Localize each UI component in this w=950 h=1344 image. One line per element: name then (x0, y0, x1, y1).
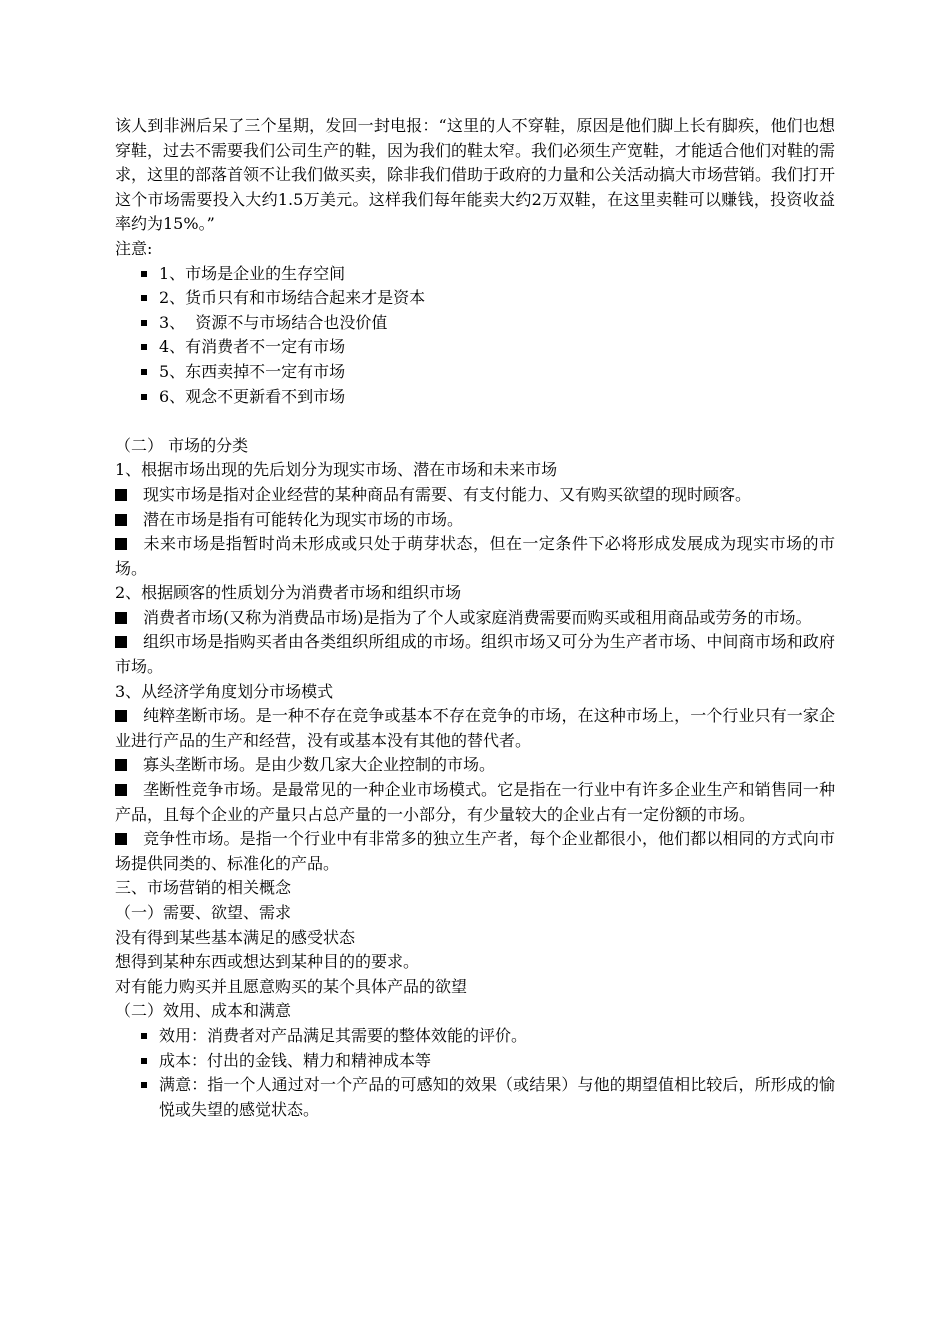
bullet-icon (141, 271, 147, 277)
concepts-list (115, 1024, 835, 1122)
bullet-icon (141, 295, 147, 301)
definition-line: 想得到某种东西或想达到某种目的的要求。 (115, 952, 420, 972)
square-bullet-icon (115, 710, 127, 722)
bullet-icon (141, 320, 147, 326)
subsection-2-title: （二）效用、成本和满意 (115, 1001, 292, 1021)
bullet-icon (141, 1058, 147, 1064)
bullet-icon (141, 344, 147, 350)
section-heading-classification: （二） 市场的分类 (115, 435, 249, 455)
definition-line: 没有得到某些基本满足的感受状态 (115, 927, 356, 947)
intro-paragraph: 该人到非洲后呆了三个星期，发回一封电报：“这里的人不穿鞋，原因是他们脚上长有脚疾，他们也想穿鞋，过去不需要我们公司生产的鞋，因为我们的鞋太窄。我们必须生产宽鞋，才能适合他们对鞋的需求，这里的部落首领不让我们做买卖，除非我们借助于政府的力量和公关活动搞大市场营销。我们打开这个市场需要投入大约1.5万美元。这样我们每年能卖大约2万双鞋，在这里卖鞋可以赚钱，投资收益率约为15%。” (115, 116, 836, 234)
classification-1-title: 1、根据市场出现的先后划分为现实市场、潜在市场和未来市场 (115, 460, 558, 480)
classification-item: 组织市场是指购买者由各类组织所组成的市场。组织市场又可分为生产者市场、中间商市场和政府市场。 (115, 632, 835, 677)
list-item: 满意：指一个人通过对一个产品的可感知的效果（或结果）与他的期望值相比较后，所形成的愉悦或失望的感觉状态。 (115, 1073, 835, 1122)
square-bullet-icon (115, 759, 127, 771)
classification-item: 消费者市场(又称为消费品市场)是指为了个人或家庭消费需要而购买或租用商品或劳务的市场。 (115, 606, 835, 631)
definition-line: 对有能力购买并且愿意购买的某个具体产品的欲望 (115, 976, 468, 996)
document-page (115, 114, 835, 1122)
classification-item: 现实市场是指对企业经营的某种商品有需要、有支付能力、又有购买欲望的现时顾客。 (115, 483, 835, 508)
square-bullet-icon (115, 784, 127, 796)
classification-item: 竞争性市场。是指一个行业中有非常多的独立生产者，每个企业都很小，他们都以相同的方式向市场提供同类的、标准化的产品。 (115, 829, 835, 873)
list-item: 效用：消费者对产品满足其需要的整体效能的评价。 (115, 1024, 835, 1049)
list-item: 6、观念不更新看不到市场 (115, 385, 835, 410)
square-bullet-icon (115, 489, 127, 501)
classification-item: 垄断性竞争市场。是最常见的一种企业市场模式。它是指在一行业中有许多企业生产和销售同一种产品，且每个企业的产量只占总产量的一小部分，有少量较大的企业占有一定份额的市场。 (115, 780, 835, 824)
classification-item: 未来市场是指暂时尚未形成或只处于萌芽状态，但在一定条件下必将形成发展成为现实市场的市场。 (115, 534, 835, 578)
notes-list (115, 262, 835, 410)
classification-item: 寡头垄断市场。是由少数几家大企业控制的市场。 (115, 753, 835, 778)
list-item: 1、市场是企业的生存空间 (115, 262, 835, 287)
square-bullet-icon (115, 636, 127, 648)
bullet-icon (141, 394, 147, 400)
classification-3-title: 3、从经济学角度划分市场模式 (115, 681, 334, 701)
subsection-1-title: （一）需要、欲望、需求 (115, 903, 292, 922)
list-item: 2、货币只有和市场结合起来才是资本 (115, 286, 835, 311)
square-bullet-icon (115, 612, 127, 624)
classification-2-title: 2、根据顾客的性质划分为消费者市场和组织市场 (115, 583, 462, 603)
list-item: 成本：付出的金钱、精力和精神成本等 (115, 1049, 835, 1074)
list-item: 5、东西卖掉不一定有市场 (115, 360, 835, 385)
bullet-icon (141, 369, 147, 375)
list-item: 4、有消费者不一定有市场 (115, 335, 835, 360)
spacer (115, 409, 835, 434)
note-label: 注意: (115, 238, 153, 258)
bullet-icon (141, 1033, 147, 1039)
classification-item: 纯粹垄断市场。是一种不存在竞争或基本不存在竞争的市场，在这种市场上，一个行业只有一家企业进行产品的生产和经营，没有或基本没有其他的替代者。 (115, 706, 835, 750)
section-3-title: 三、市场营销的相关概念 (115, 878, 292, 898)
square-bullet-icon (115, 514, 127, 526)
bullet-icon (141, 1082, 147, 1088)
list-item: 3、 资源不与市场结合也没价值 (115, 311, 835, 336)
classification-item: 潜在市场是指有可能转化为现实市场的市场。 (115, 508, 835, 533)
square-bullet-icon (115, 833, 127, 845)
square-bullet-icon (115, 538, 127, 550)
